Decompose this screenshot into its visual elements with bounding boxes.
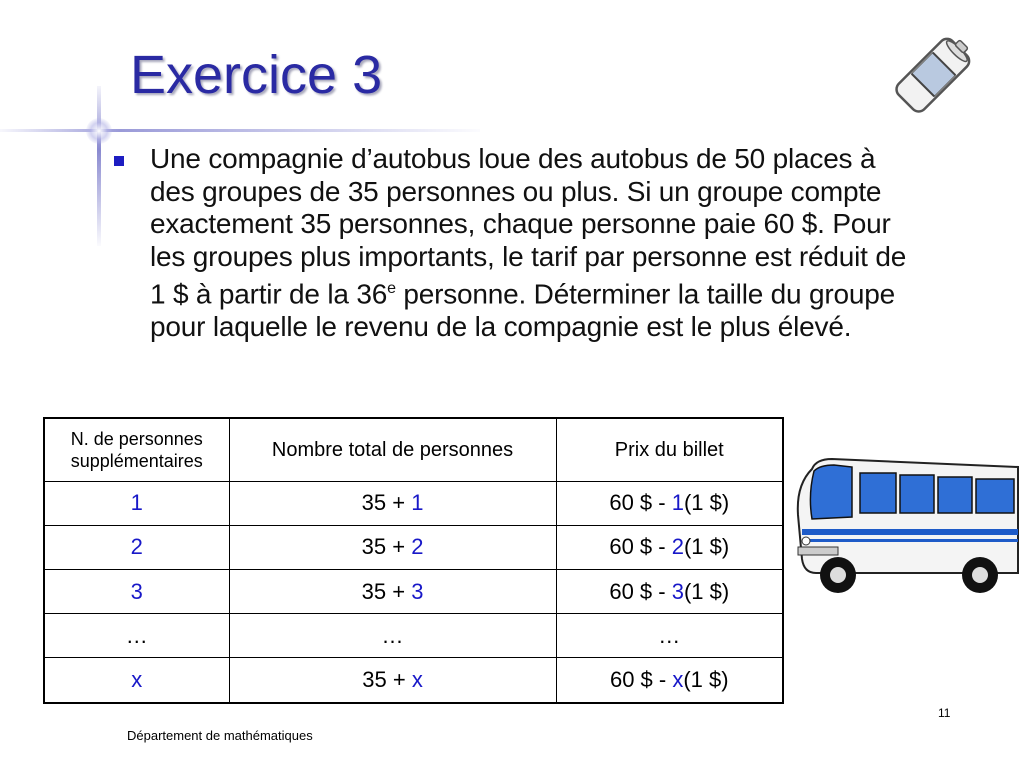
- page-number: 11: [938, 706, 951, 720]
- table-row: [44, 658, 783, 703]
- cell-price: …: [556, 614, 783, 658]
- bus-illustration: [790, 455, 1022, 600]
- footer-text: Département de mathématiques: [127, 728, 313, 743]
- cell-total: 35 + 3: [229, 569, 556, 613]
- cell-extra: …: [44, 614, 229, 658]
- bullet-paragraph: [114, 143, 914, 343]
- bullet-square-icon: [114, 156, 124, 166]
- cell-total: …: [229, 614, 556, 658]
- cell-total: 35 + 1: [229, 481, 556, 525]
- decorative-glow: [86, 118, 112, 144]
- header-total-persons: Nombre total de personnes: [229, 418, 556, 481]
- table-row: [44, 481, 783, 525]
- cell-total: 35 + 2: [229, 525, 556, 569]
- decorative-vertical-line: [97, 86, 101, 246]
- header-extra-persons: N. de personnes supplémentaires: [44, 418, 229, 481]
- cell-total: 35 + x: [229, 658, 556, 703]
- table-row: [44, 569, 783, 613]
- table-header-row: [44, 418, 783, 481]
- header-ticket-price: Prix du billet: [556, 418, 783, 481]
- decorative-horizontal-line: [0, 129, 480, 132]
- cell-price: 60 $ - 1(1 $): [556, 481, 783, 525]
- slide-title: Exercice 3: [130, 45, 383, 105]
- data-table: [43, 417, 784, 704]
- cell-extra: 3: [44, 569, 229, 613]
- cell-price: 60 $ - 3(1 $): [556, 569, 783, 613]
- cell-extra: 1: [44, 481, 229, 525]
- cell-price: 60 $ - 2(1 $): [556, 525, 783, 569]
- table-row: [44, 614, 783, 658]
- table-row: [44, 525, 783, 569]
- cell-price: 60 $ - x(1 $): [556, 658, 783, 703]
- cell-extra: x: [44, 658, 229, 703]
- battery-icon: [880, 28, 980, 128]
- cell-extra: 2: [44, 525, 229, 569]
- bullet-text: Une compagnie d’autobus loue des autobus de 50 places à des groupes de 35 personnes ou plus. Si un groupe compte exactement 35 personnes, chaque personne paie 60 $. Pour les groupes plus importants, le tarif par personne est réduit de 1 $ à partir de la 36e personne. Déterminer la taille du groupe pour laquelle le revenu de la compagnie est le plus élevé.: [150, 143, 907, 342]
